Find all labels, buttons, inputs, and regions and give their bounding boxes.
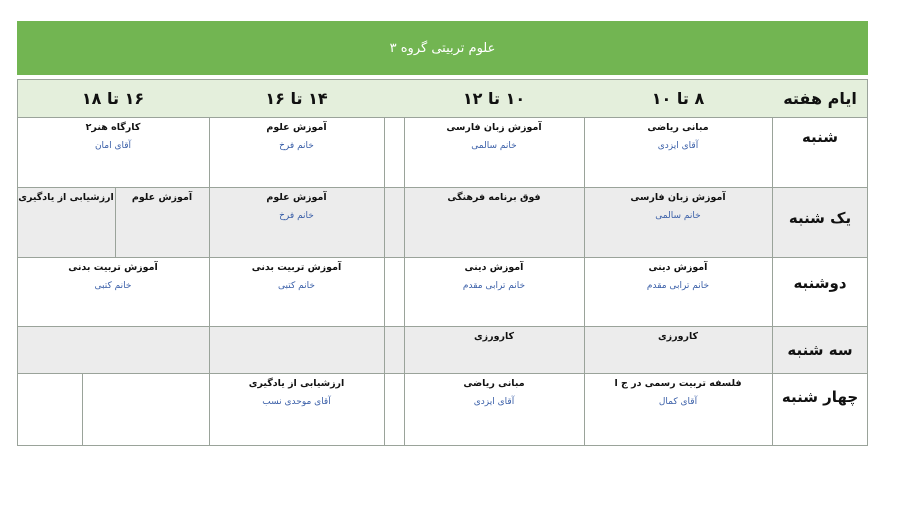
day-monday: دوشنبه xyxy=(793,274,847,292)
grid-line xyxy=(209,117,210,446)
grid-line xyxy=(17,187,868,188)
cell-sunday-slot3 xyxy=(209,187,384,222)
cell-sunday-slot4-a xyxy=(115,187,209,204)
subject: فوق برنامه فرهنگی xyxy=(447,192,541,203)
subject: آموزش علوم xyxy=(131,192,193,203)
teacher: خانم کتبی xyxy=(278,281,315,291)
subject: مبانی ریاضی xyxy=(463,378,525,389)
teacher: آقای موحدی نسب xyxy=(262,397,331,407)
grid-line xyxy=(867,79,868,446)
teacher: خانم سالمی xyxy=(655,211,701,221)
subject: ارزشیابی از یادگیری xyxy=(248,378,345,389)
subject: آموزش دینی xyxy=(464,262,524,273)
cell-wednesday-slot3 xyxy=(209,373,384,408)
day-saturday: شنبه xyxy=(801,128,839,146)
subject: آموزش علوم xyxy=(266,192,327,203)
cell-sunday-slot4-b xyxy=(17,187,115,204)
subject: ارزشیابی از یادگیری xyxy=(18,192,114,203)
subject: کارورزی xyxy=(657,331,699,342)
day-sunday: یک شنبه xyxy=(788,209,852,227)
teacher: آقای امان xyxy=(94,141,132,151)
header-slot-14-16: ۱۴ تا ۱۶ xyxy=(265,88,328,108)
header-slot-10-12: ۱۰ تا ۱۲ xyxy=(462,88,526,108)
grid-line xyxy=(82,373,83,446)
teacher: خانم فرخ xyxy=(279,211,314,221)
grid-line xyxy=(17,326,868,327)
cell-saturday-slot1 xyxy=(584,117,772,152)
grid-line xyxy=(17,79,868,80)
cell-monday-slot2 xyxy=(404,257,584,292)
grid-line xyxy=(115,187,116,257)
cell-sunday-slot2 xyxy=(404,187,584,204)
cell-sunday-slot1 xyxy=(584,187,772,222)
cell-tuesday-slot2 xyxy=(404,326,584,343)
subject: کارگاه هنر۲ xyxy=(85,122,141,133)
teacher: خانم ترابی مقدم xyxy=(646,281,710,291)
grid-line xyxy=(772,117,773,446)
teacher: آقای کمال xyxy=(658,397,698,407)
cell-saturday-slot4 xyxy=(17,117,209,152)
subject: فلسفه تربیت رسمی در ج ا xyxy=(614,378,742,389)
cell-monday-slot4 xyxy=(17,257,209,292)
subject: آموزش زبان فارسی xyxy=(630,192,726,203)
schedule-table xyxy=(17,21,868,446)
subject: آموزش علوم xyxy=(266,122,327,133)
subject: کارورزی xyxy=(473,331,515,342)
header-slot-16-18: ۱۶ تا ۱۸ xyxy=(81,88,145,108)
cell-tuesday-slot1 xyxy=(584,326,772,343)
day-wednesday: چهار شنبه xyxy=(781,388,859,406)
grid-line xyxy=(584,117,585,446)
subject: آموزش تربیت بدنی xyxy=(251,262,342,273)
teacher: آقای ایزدی xyxy=(473,397,515,407)
cell-saturday-slot2 xyxy=(404,117,584,152)
header-days-label: ایام هفته xyxy=(783,88,857,108)
cell-wednesday-slot2 xyxy=(404,373,584,408)
cell-wednesday-slot1 xyxy=(584,373,772,408)
grid-line xyxy=(17,445,868,446)
header-slot-8-10: ۸ تا ۱۰ xyxy=(651,88,705,108)
teacher: خانم ترابی مقدم xyxy=(462,281,526,291)
subject: آموزش زبان فارسی xyxy=(446,122,542,133)
teacher: آقای ایزدی xyxy=(657,141,699,151)
grid-line xyxy=(17,117,868,118)
grid-line xyxy=(17,373,868,374)
schedule-title: علوم تربیتی گروه ۳ xyxy=(17,21,868,75)
subject: آموزش دینی xyxy=(648,262,708,273)
day-tuesday: سه شنبه xyxy=(787,340,853,359)
subject: آموزش تربیت بدنی xyxy=(68,262,158,273)
grid-line xyxy=(17,257,868,258)
grid-line xyxy=(404,117,405,446)
cell-monday-slot1 xyxy=(584,257,772,292)
grid-line xyxy=(384,117,385,446)
cell-monday-slot3 xyxy=(209,257,384,292)
teacher: خانم سالمی xyxy=(471,141,517,151)
teacher: خانم کتبی xyxy=(94,281,132,291)
teacher: خانم فرخ xyxy=(279,141,314,151)
grid-line xyxy=(17,79,18,446)
cell-saturday-slot3 xyxy=(209,117,384,152)
subject: مبانی ریاضی xyxy=(647,122,709,133)
